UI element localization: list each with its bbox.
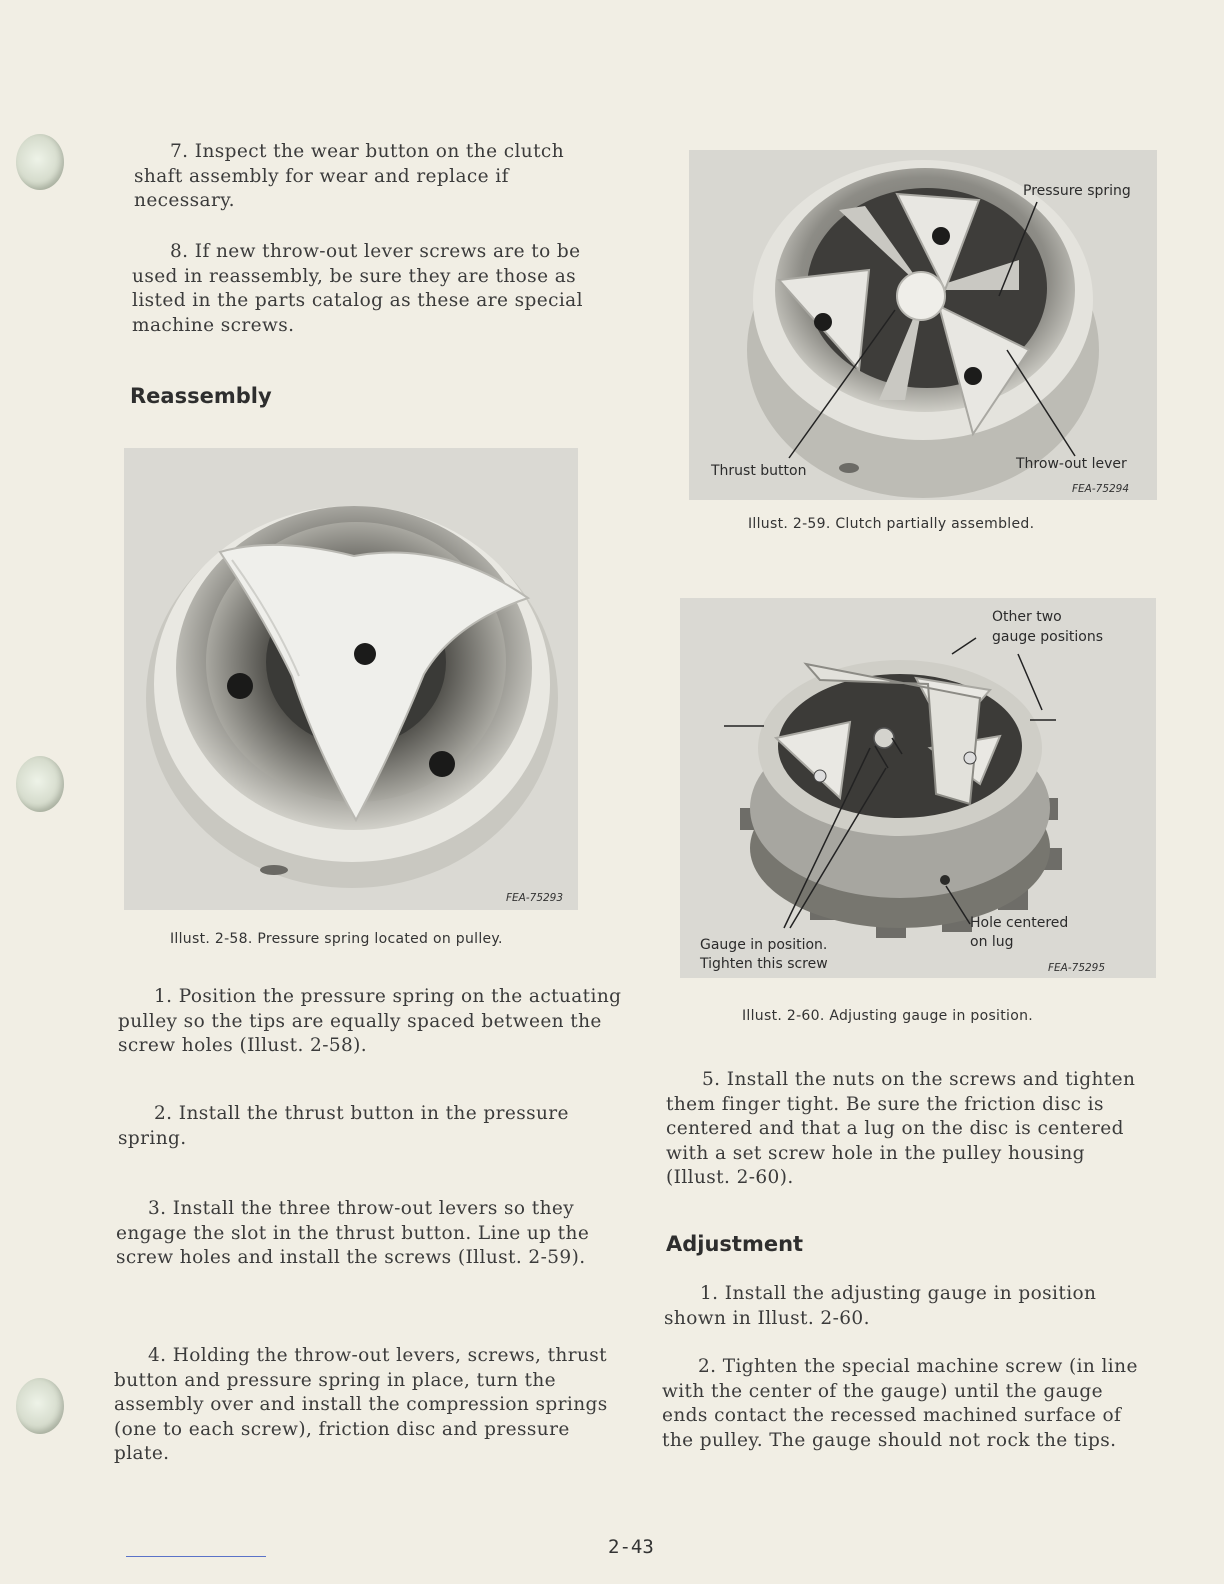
- reassembly-step-2: 2. Install the thrust button in the pressure spring.: [118, 1103, 569, 1149]
- reassembly-step-1: 1. Position the pressure spring on the actuating pulley so the tips are equally spaced between the screw holes (Illust. 2-58).: [118, 986, 622, 1056]
- illust-2-59-caption: Illust. 2-59. Clutch partially assembled.: [748, 516, 1035, 532]
- illust-2-58-photo: [124, 448, 578, 910]
- pressure-spring-on-pulley-image: [124, 448, 578, 910]
- label-throwout-lever: Throw-out lever: [1016, 456, 1127, 472]
- binder-hole-bottom: [16, 1378, 64, 1434]
- binder-hole-middle: [16, 756, 64, 812]
- adjustment-step-1: 1. Install the adjusting gauge in position shown in Illust. 2-60.: [664, 1283, 1097, 1329]
- label-gauge-line-2: Tighten this screw: [700, 956, 828, 972]
- illust-2-58-caption: Illust. 2-58. Pressure spring located on pulley.: [170, 931, 503, 947]
- binder-hole-top: [16, 134, 64, 190]
- illust-2-60-photo: [680, 598, 1156, 978]
- label-thrust-button: Thrust button: [711, 463, 807, 479]
- reassembly-step-5: 5. Install the nuts on the screws and tighten them finger tight. Be sure the friction disc is centered and that a lug on the disc is centered with a set screw hole in the pulley housing (Illust. 2-60).: [666, 1069, 1136, 1188]
- label-hole-line-1: Hole centered: [970, 915, 1069, 931]
- page-number: 2-43: [608, 1536, 654, 1558]
- label-other-two-line-1: Other two: [992, 609, 1062, 625]
- adjusting-gauge-image: [680, 598, 1156, 978]
- adjustment-step-2: 2. Tighten the special machine screw (in line with the center of the gauge) until the gauge ends contact the recessed machined surface of the pulley. The gauge should not rock the tips.: [662, 1356, 1138, 1451]
- footer-rule: [126, 1556, 266, 1557]
- illust-2-58-fig-id: FEA-75293: [506, 892, 564, 904]
- label-gauge-line-1: Gauge in position.: [700, 937, 828, 953]
- illust-2-60-fig-id: FEA-75295: [1048, 962, 1106, 974]
- clutch-partially-assembled-image: [689, 150, 1157, 500]
- reassembly-step-3: 3. Install the three throw-out levers so they engage the slot in the thrust button. Line up the screw holes and install the screws (Illust. 2-59).: [116, 1198, 590, 1268]
- label-hole-line-2: on lug: [970, 934, 1014, 950]
- reassembly-heading: Reassembly: [130, 384, 272, 408]
- label-pressure-spring: Pressure spring: [1023, 183, 1131, 199]
- step-8-paragraph: 8. If new throw-out lever screws are to be used in reassembly, be sure they are those as listed in the parts catalog as these are special machine screws.: [132, 241, 583, 336]
- illust-2-60-caption: Illust. 2-60. Adjusting gauge in position.: [742, 1008, 1034, 1024]
- illust-2-59-photo: [689, 150, 1157, 500]
- illust-2-59-fig-id: FEA-75294: [1072, 483, 1130, 495]
- reassembly-step-4: 4. Holding the throw-out levers, screws, thrust button and pressure spring in place, turn the assembly over and install the compression springs (one to each screw), friction disc and pressure plate.: [114, 1345, 608, 1464]
- step-7-paragraph: 7. Inspect the wear button on the clutch shaft assembly for wear and replace if necessary.: [134, 141, 565, 211]
- label-other-two-line-2: gauge positions: [992, 629, 1104, 645]
- adjustment-heading: Adjustment: [666, 1232, 804, 1256]
